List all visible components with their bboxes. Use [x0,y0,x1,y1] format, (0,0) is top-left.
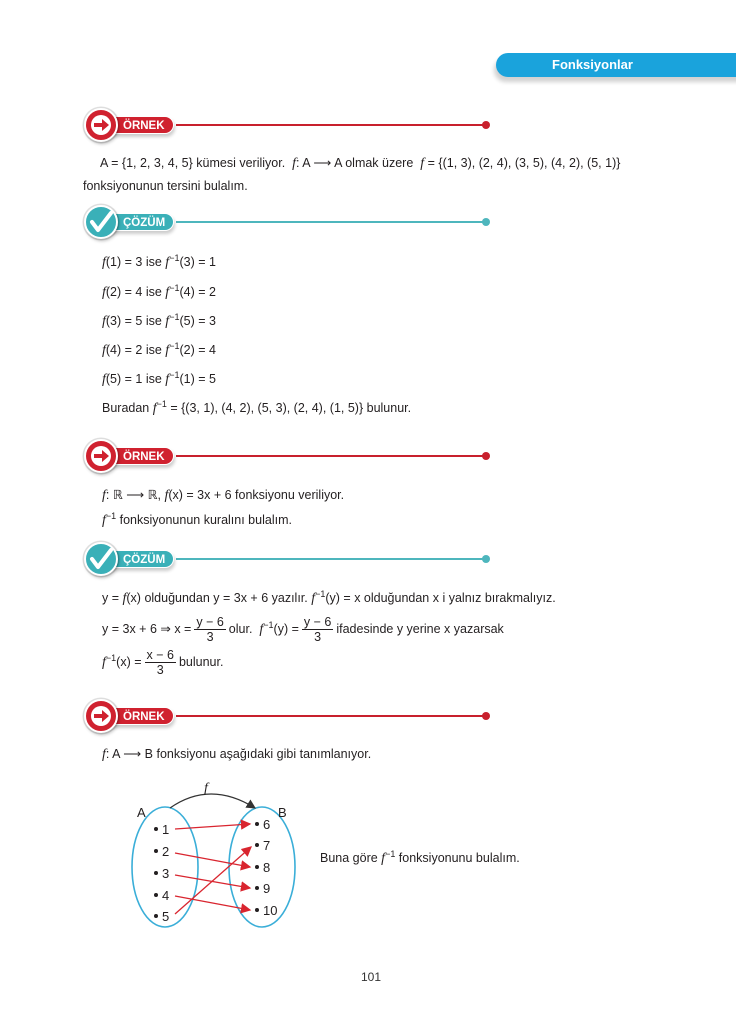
solution-label: ÇÖZÜM [108,213,174,231]
divider-line [176,221,486,223]
svg-text:3: 3 [162,866,170,881]
solution-1-row-1: f(1) = 3 ise $f^{-1}(3) = 1$ [102,253,216,270]
function-mapping-diagram [120,775,320,935]
svg-text:9: 9 [263,881,271,896]
arrow-right-icon [84,439,118,473]
svg-text:7: 7 [263,838,271,853]
example-label: ÖRNEK [108,707,174,725]
solution-2-line-1: y = f(x) olduğundan y = 3x + 6 yazılır. $f^{-1}(y) = x$ olduğundan x i yalnız bırakmalıyız. [102,589,556,606]
svg-text:2: 2 [162,844,170,859]
mapping-arrows [175,824,251,914]
solution-1-row-2: f(2) = 4 ise $f^{-1}(4) = 2$ [102,283,216,300]
divider-line [176,715,486,717]
solution-2-line-3: $f^{-1}(x)$ = $\frac{x - 6}{3}$ bulunur. [102,648,224,677]
example-1-line-1: A = {1, 2, 3, 4, 5} kümesi veriliyor. f: A ⟶ A olmak üzere f = {(1, 3), (2, 4), (3, 5), (4, 2), (5, 1)} [100,156,621,171]
svg-text:1: 1 [162,822,170,837]
solution-1-header [84,205,494,239]
solution-label: ÇÖZÜM [108,550,174,568]
example-3-line-1: f: A ⟶ B fonksiyonu aşağıdaki gibi tanımlanıyor. [102,747,372,762]
divider-line [176,455,486,457]
arrow-right-icon [84,699,118,733]
example-3-question: Buna göre $f^{-1}$ fonksiyonunu bulalım. [320,849,520,866]
example-3-header [84,699,494,733]
divider-dot [482,218,490,226]
example-2-header [84,439,494,473]
svg-text:6: 6 [263,817,271,832]
example-label: ÖRNEK [108,116,174,134]
set-a-elements [154,822,169,924]
svg-text:4: 4 [162,888,170,903]
page-number: 101 [361,970,382,984]
divider-dot [482,452,490,460]
solution-1-row-3: f(3) = 5 ise $f^{-1}(5) = 3$ [102,312,216,329]
fraction: $\frac{y - 6}{3}$ [196,615,224,644]
divider-line [176,124,486,126]
example-label: ÖRNEK [108,447,174,465]
divider-dot [482,555,490,563]
divider-dot [482,712,490,720]
set-a-label: A [137,805,146,820]
example-1-line-2: fonksiyonunun tersini bulalım. [83,179,248,193]
fraction: $\frac{y - 6}{3}$ [303,615,332,644]
svg-text:8: 8 [263,860,271,875]
example-1-header [84,108,494,142]
checkmark-icon [84,205,118,239]
chapter-header-tab [496,53,736,77]
solution-2-line-2: y = 3x + 6 ⇒ x = $\frac{y - 6}{3}$ olur. $f^{-1}(y)$ = $\frac{y - 6}{3}$ ifadesinde y yerine x yazarsak [102,615,504,644]
solution-1-conclusion: Buradan $f^{-1} = \{(3$, 1), (4, 2), (5, 3), (2, 4), (1, 5)} bulunur. [102,399,412,416]
svg-text:5: 5 [162,909,170,924]
function-arc-arrow [170,794,255,808]
arrow-right-icon [84,108,118,142]
example-2-line-1: f: ℝ ⟶ ℝ, f(x) = 3x + 6 fonksiyonu veriliyor. [102,488,345,503]
solution-1-row-5: f(5) = 1 ise $f^{-1}(1) = 5$ [102,370,216,387]
function-label: f [204,781,208,796]
set-b-label: B [278,805,287,820]
solution-1-row-4: f(4) = 2 ise $f^{-1}(2) = 4$ [102,341,216,358]
fraction: $\frac{x - 6}{3}$ [146,648,174,677]
example-2-line-2: $f^{-1}$ fonksiyonunun kuralını bulalım. [102,511,292,528]
chapter-title: Fonksiyonlar [552,57,633,72]
svg-text:10: 10 [263,903,278,918]
solution-2-header [84,542,494,576]
divider-line [176,558,486,560]
checkmark-icon [84,542,118,576]
set-b-elements [255,817,277,918]
divider-dot [482,121,490,129]
